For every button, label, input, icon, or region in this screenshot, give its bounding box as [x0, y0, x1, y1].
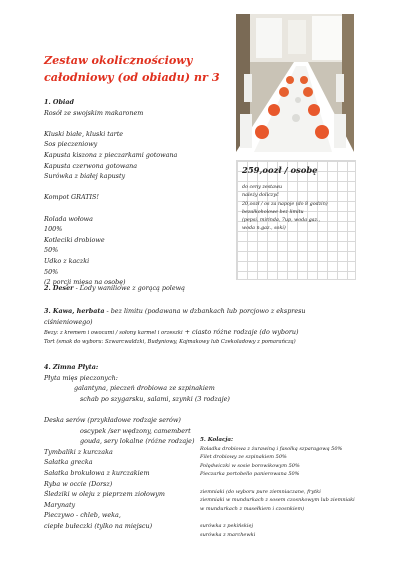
list-item: w mundurkach z masełkiem i czosnkiem) — [200, 505, 305, 512]
list-item: ziemniaki w mundurkach z sosem czosnkowym lub ziemniaki — [200, 497, 355, 504]
price-label: 259,oozł / osobę — [242, 165, 318, 175]
page-title — [44, 52, 244, 86]
list-item: Sałatka grecka — [44, 458, 93, 467]
list-item: Udko z kaczki 50% — [44, 256, 90, 276]
list-item: Rolada wołowa 100% — [44, 214, 93, 234]
list-item: Śledziki w oleju z pieprzem ziołowym — [44, 490, 165, 499]
kompot-note: Kompot GRATIS! — [44, 193, 99, 202]
section-heading: 3. Kawa, herbata — [44, 307, 105, 315]
section-deser: 2. Deser - Lody waniliowe z gorącą polewą — [44, 284, 185, 292]
section-heading: 5. Kolacja: — [200, 437, 234, 443]
section-kawa: 3. Kawa, herbata - bez limitu (podawana w dzbankach lub porcjowo z ekspresu ciśnieniowego) Bezy: z kremem i owocami / sołony karmel i orzeszki + ciasto różne rodzaje (do wyboru) Tort (smak do wyboru: Szwarcwaldzki, Budyniowy, Kajmakowy lub Czekoladowy z pomarańczą) — [44, 307, 306, 345]
section-zimna-plyta: 4. Zimna Płyta: Płyta mięs pieczonych: galantyna, pieczeń drobiowa ze szpinakiem schab po szygarsku, salami, szynki (3 rodzaje) Deska serów (przykładowe rodzaje serów) oscypek /ser wędzony, camembert gouda, sery lokalne (różne rodzaje) Tymbaliki z kurczaka Sałatka grecka Sałatka brokułowa z kurczakiem Ryba w occie (Dorsz) Śledziki w oleju z pieprzem ziołowym Marynaty Pieczywo - chleb, weka, ciepłe bułeczki (tylko na miejscu) — [44, 363, 230, 530]
list-item: Marynaty — [44, 500, 76, 509]
bezy-note: Bezy: z kremem i owocami / sołony karmel i orzeszki — [44, 330, 183, 337]
title-line-2: całodniowy (od obiadu) nr 3 — [44, 70, 220, 84]
list-item: Sałatka brokułowa z kurczakiem — [44, 468, 150, 477]
list-item: ziemniaki (do wyboru pure ziemniaczane, frytki — [200, 488, 321, 495]
soup-item: Rosół ze swojskim makaronem — [44, 108, 144, 117]
list-item: Surówka z białej kapusty — [44, 172, 126, 181]
meat-note: (2 porcji mięsa na osobę) — [44, 278, 126, 287]
banquet-hall-photo — [236, 14, 354, 152]
list-item: Pieczarka portobello panierowana 50% — [200, 471, 300, 478]
list-item: Kapusta kiszona z pieczarkami gotowana — [44, 150, 178, 159]
list-item: gouda, sery lokalne (różne rodzaje) — [80, 437, 195, 446]
list-item: surówka z pekińskiej — [200, 522, 254, 529]
title-line-1: Zestaw okolicznościowy — [44, 53, 193, 67]
tort-note: Tort (smak do wyboru: Szwarcwaldzki, Budyniowy, Kajmakowy lub Czekoladowy z pomarańczą) — [44, 338, 296, 345]
list-item: surówka z marchewki — [200, 531, 256, 538]
list-item: ciepłe bułeczki (tylko na miejscu) — [44, 521, 153, 530]
list-item: Sos pieczeniowy — [44, 140, 98, 149]
list-item: Roladka drobiowa z żurawiną i fasolką szparagową 50% — [200, 445, 343, 452]
list-item: Kotleciki drobiowe 50% — [44, 235, 105, 255]
list-item: Kluski białe, kluski tarte — [44, 129, 124, 138]
section-obiad — [44, 97, 177, 288]
list-item: Ryba w occie (Dorsz) — [44, 479, 113, 488]
section-heading: 2. Deser — [44, 284, 74, 292]
list-item: galantyna, pieczeń drobiowa ze szpinakiem — [74, 384, 215, 393]
list-item: Kapusta czerwona gotowana — [44, 161, 138, 170]
list-item: Tymbaliki z kurczaka — [44, 447, 113, 456]
list-item: Polędwiczki w sosie borowikowym 50% — [200, 462, 300, 469]
list-item: Filet drobiowy ze szpinakiem 50% — [200, 454, 287, 461]
section-heading: 1. Obiad — [44, 98, 74, 106]
list-item: schab po szygarsku, salami, szynki (3 rodzaje) — [80, 394, 230, 403]
price-notes: do ceny zestawu należy doliczyć 20,oozł / os za napoje (do 8 godzin) bezalkoholowe bez limitu (pepsi, mirinda, 7up, woda gaz., woda n.gaz., soki) — [242, 185, 328, 232]
section-heading: 4. Zimna Płyta: — [44, 363, 99, 371]
section-kolacja — [200, 436, 355, 539]
list-item: oscypek /ser wędzony, camembert — [80, 426, 191, 435]
list-item: Pieczywo - chleb, weka, — [44, 511, 121, 520]
